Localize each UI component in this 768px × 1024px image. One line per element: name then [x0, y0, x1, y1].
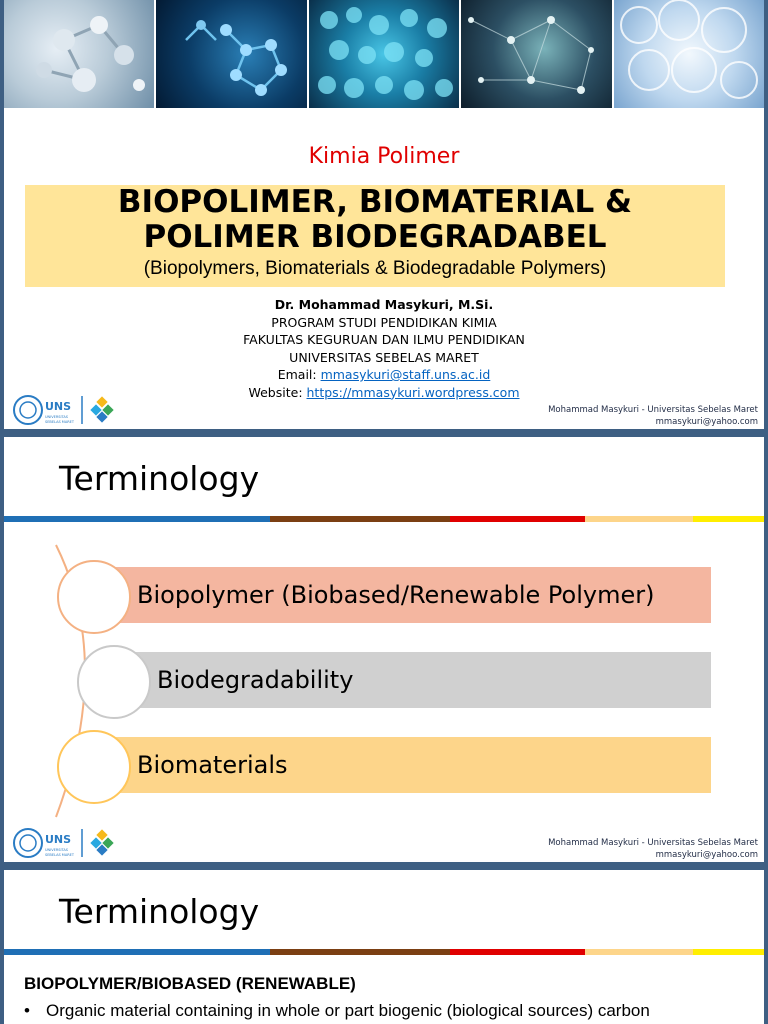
term-label: Biomaterials	[137, 751, 288, 779]
divider-yellow	[693, 949, 764, 955]
molecule-image-2	[156, 0, 306, 108]
divider-red	[450, 949, 585, 955]
divider-blue	[4, 949, 270, 955]
molecule-image-3	[309, 0, 459, 108]
molecule-image-1	[4, 0, 154, 108]
footer-author: Mohammad Masykuri - Universitas Sebelas Maret	[548, 405, 758, 415]
university-logos	[12, 825, 122, 861]
study-program: PROGRAM STUDI PENDIDIKAN KIMIA	[271, 314, 497, 330]
university: UNIVERSITAS SEBELAS MARET	[289, 349, 479, 365]
footer-author: Mohammad Masykuri - Universitas Sebelas Maret	[548, 838, 758, 848]
term-marker-icon	[77, 645, 151, 719]
faculty: FAKULTAS KEGURUAN DAN ILMU PENDIDIKAN	[243, 332, 525, 347]
footer-email: mmasykuri@yahoo.com	[655, 850, 758, 860]
divider-peach	[585, 516, 693, 522]
slide-2	[4, 437, 764, 862]
section-heading: BIOPOLYMER/BIOBASED (RENEWABLE)	[24, 974, 356, 993]
divider-yellow	[693, 516, 764, 522]
slide-title	[25, 185, 725, 255]
email-line	[4, 366, 764, 384]
course-name: Kimia Polimer	[308, 144, 460, 169]
footer-credit	[548, 837, 758, 861]
email-label: Email:	[277, 367, 321, 382]
bullet-icon: •	[24, 1001, 30, 1020]
footer-email: mmasykuri@yahoo.com	[655, 417, 758, 427]
title-box	[25, 185, 725, 287]
divider-blue	[4, 516, 270, 522]
slide-title: Terminology	[59, 459, 260, 498]
divider-peach	[585, 949, 693, 955]
title-line-2: POLIMER BIODEGRADABEL	[143, 219, 607, 255]
term-item-biodegradability[interactable]	[124, 652, 711, 708]
term-item-biomaterials[interactable]	[104, 737, 711, 793]
term-item-biopolymer[interactable]	[104, 567, 711, 623]
molecule-image-5	[614, 0, 764, 108]
term-marker-icon	[57, 560, 131, 634]
slide-subtitle: (Biopolymers, Biomaterials & Biodegradable Polymers)	[143, 258, 607, 279]
title-line-1: BIOPOLIMER, BIOMATERIAL &	[117, 184, 633, 220]
molecule-image-4	[461, 0, 611, 108]
logo-tagline-1: UNIVERSITAS	[45, 848, 68, 852]
author-block	[4, 296, 764, 401]
logo-tagline-2: SEBELAS MARET	[45, 420, 74, 424]
logo-text: UNS	[45, 400, 72, 413]
color-divider	[4, 516, 764, 522]
divider-brown	[270, 516, 450, 522]
footer-credit	[548, 404, 758, 428]
email-link[interactable]: mmasykuri@staff.uns.ac.id	[320, 367, 491, 382]
term-label: Biodegradability	[157, 666, 354, 694]
slide-3	[4, 870, 764, 1024]
term-marker-icon	[57, 730, 131, 804]
logo-tagline-2: SEBELAS MARET	[45, 853, 74, 857]
website-link[interactable]: https://mmasykuri.wordpress.com	[306, 384, 520, 400]
uns-logo-icon	[12, 392, 122, 428]
bullet-text: Organic material containing in whole or part biogenic (biological sources) carbon	[46, 1001, 650, 1020]
term-label: Biopolymer (Biobased/Renewable Polymer)	[137, 581, 655, 609]
logo-tagline-1: UNIVERSITAS	[45, 415, 68, 419]
slide-1	[4, 0, 764, 429]
bullet-item	[24, 1001, 650, 1021]
logo-text: UNS	[45, 833, 72, 846]
website-label: Website:	[248, 384, 307, 400]
university-logos	[12, 392, 122, 428]
slide-title: Terminology	[59, 892, 260, 931]
color-divider	[4, 949, 764, 955]
divider-red	[450, 516, 585, 522]
uns-logo-icon	[12, 825, 122, 861]
divider-brown	[270, 949, 450, 955]
author-name: Dr. Mohammad Masykuri, M.Si.	[274, 297, 494, 312]
molecule-banner	[4, 0, 764, 108]
